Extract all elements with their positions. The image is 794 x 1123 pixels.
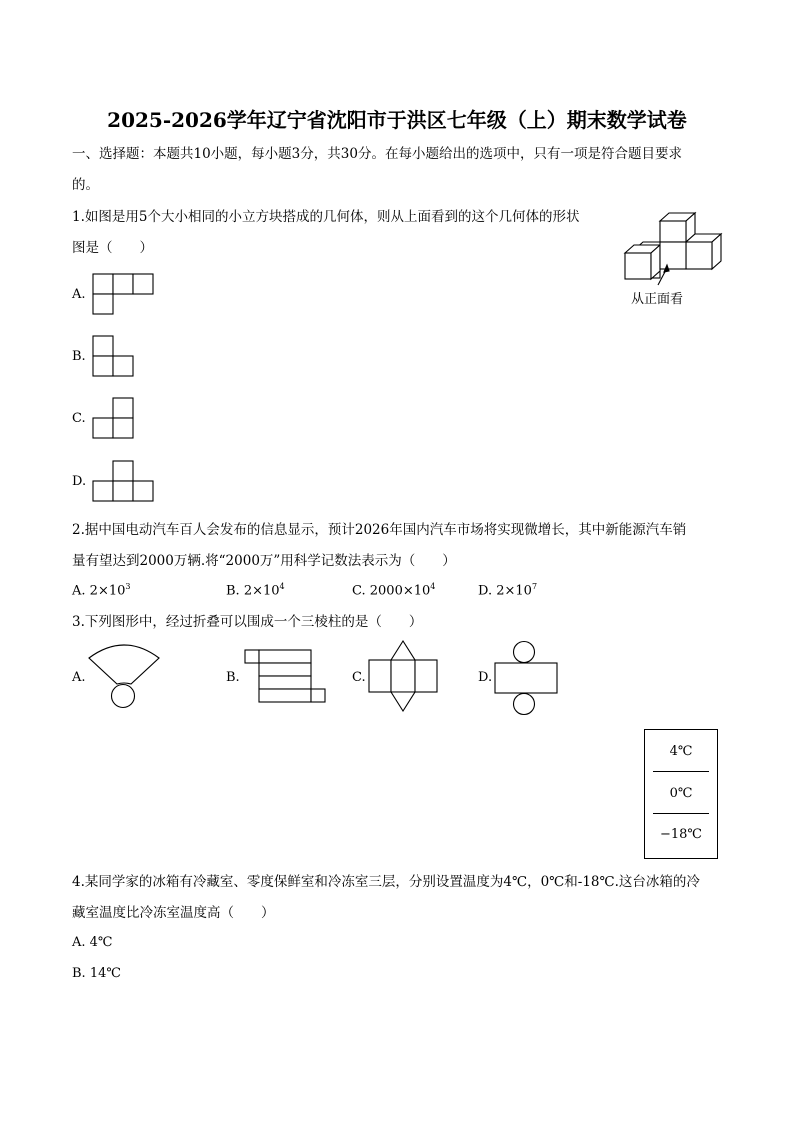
q3-option-a-net <box>88 640 160 710</box>
q1-line2: 图是（ ） <box>72 240 153 256</box>
q4-line1: 4.某同学家的冰箱有冷藏室、零度保鲜室和冷冻室三层，分别设置温度为4℃，0℃和-18℃.这台冰箱的冷 <box>72 874 700 890</box>
q3-option-d-label: D. <box>478 670 493 685</box>
q1-option-d-label: D. <box>72 474 87 489</box>
fridge-mid-temp: 0℃ <box>669 786 693 801</box>
page-title: 2025-2026学年辽宁省沈阳市于洪区七年级（上）期末数学试卷 <box>107 108 687 132</box>
q1-option-a-label: A. <box>72 287 86 302</box>
section-heading-line1: 一、选择题：本题共10小题，每小题3分，共30分。在每小题给出的选项中，只有一项是符合题目要求 <box>72 146 682 162</box>
q1-option-c-shape <box>92 397 134 439</box>
fridge-temperature-box <box>644 729 718 859</box>
q3-option-c-label: C. <box>352 670 366 685</box>
q1-figure-caption: 从正面看 <box>631 292 684 307</box>
q2-option-d: D. $2\times 10^7$ <box>478 582 538 599</box>
q3-option-a-label: A. <box>72 670 86 685</box>
q2-line1: 2.据中国电动汽车百人会发布的信息显示，预计2026年国内汽车市场将实现微增长，其中新能源汽车销 <box>72 522 687 538</box>
fridge-bottom-temp: −18℃ <box>660 827 702 842</box>
fridge-divider-2 <box>653 813 709 814</box>
q3-option-b-net <box>244 649 328 705</box>
q2-option-a: A. $2\times 10^3$ <box>72 582 131 599</box>
q1-option-d-shape <box>92 460 154 502</box>
q3-option-b-label: B. <box>226 670 240 685</box>
section-heading-line2: 的。 <box>72 177 99 193</box>
q2-line2: 量有望达到2000万辆.将“2000万”用科学记数法表示为（ ） <box>72 553 456 569</box>
q1-option-b-label: B. <box>72 349 86 364</box>
q2-option-c: C. $2000\times 10^4$ <box>352 582 436 599</box>
q4-option-b: B. 14℃ <box>72 966 121 981</box>
q3-line1: 3.下列图形中，经过折叠可以围成一个三棱柱的是（ ） <box>72 614 423 630</box>
q1-cube-figure <box>620 208 730 288</box>
q1-option-c-label: C. <box>72 411 86 426</box>
q1-line1: 1.如图是用5个大小相同的小立方块搭成的几何体，则从上面看到的这个几何体的形状 <box>72 209 580 225</box>
q1-option-a-shape <box>92 273 154 315</box>
q4-option-a: A. 4℃ <box>72 935 113 950</box>
q3-option-c-net <box>368 640 440 714</box>
fridge-divider-1 <box>653 771 709 772</box>
q2-option-b: B. $2\times 10^4$ <box>226 582 285 599</box>
q4-line2: 藏室温度比冷冻室温度高（ ） <box>72 905 275 921</box>
fridge-top-temp: 4℃ <box>669 744 693 759</box>
q3-option-d-net <box>494 640 560 716</box>
q1-option-b-shape <box>92 335 134 377</box>
